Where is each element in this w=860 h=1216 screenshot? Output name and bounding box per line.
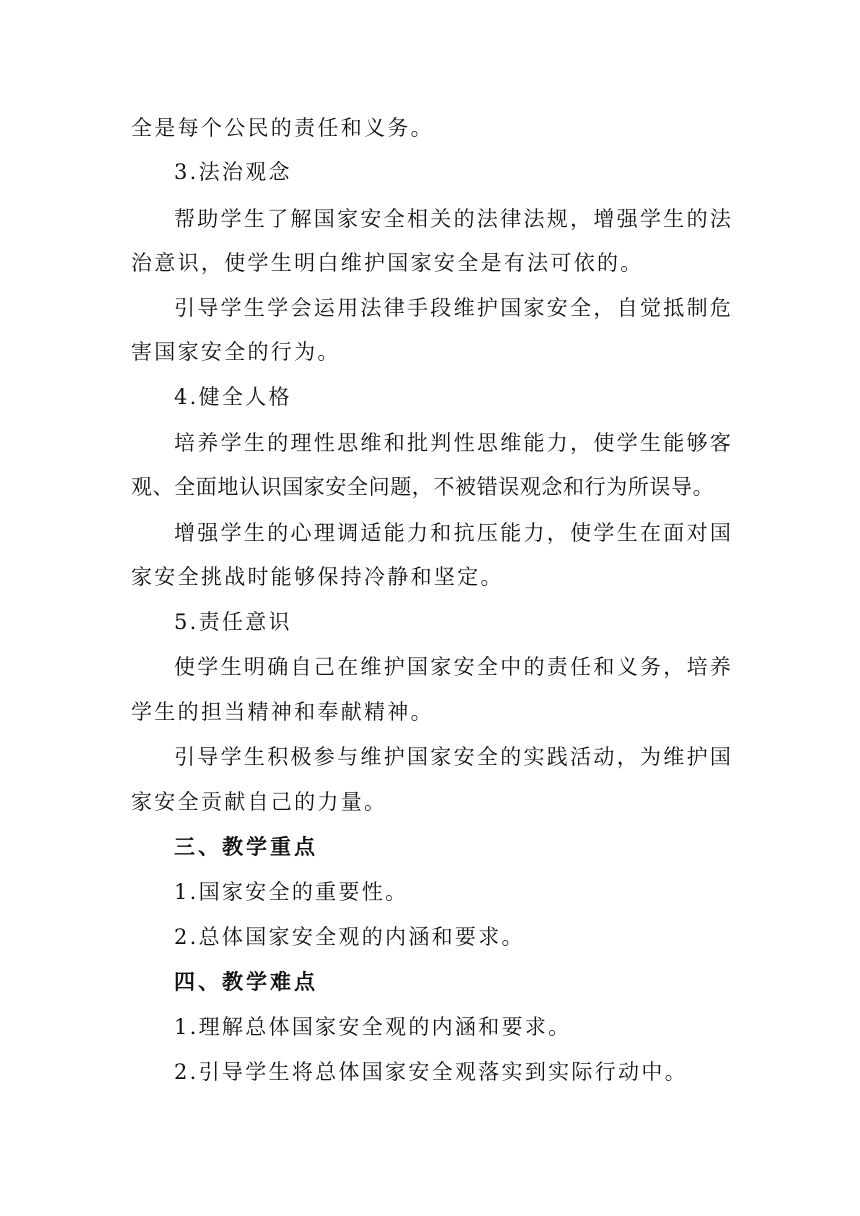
- section-subheading: 4.健全人格: [174, 385, 292, 409]
- paragraph-line: 引导学生积极参与维护国家安全的实践活动，为维护国: [174, 745, 734, 769]
- list-item: 2.总体国家安全观的内涵和要求。: [174, 925, 525, 949]
- paragraph-line: 帮助学生了解国家安全相关的法律法规，增强学生的法: [174, 207, 734, 231]
- paragraph-line: 治意识，使学生明白维护国家安全是有法可依的。: [131, 251, 644, 275]
- list-item: 2.引导学生将总体国家安全观落实到实际行动中。: [174, 1060, 688, 1084]
- paragraph-line: 增强学生的心理调适能力和抗压能力，使学生在面对国: [174, 521, 734, 545]
- paragraph-line: 家安全挑战时能够保持冷静和坚定。: [131, 565, 504, 589]
- paragraph-line: 害国家安全的行为。: [131, 340, 341, 364]
- section-heading-teaching-difficulties: 四、教学难点: [174, 970, 318, 994]
- list-item: 1.国家安全的重要性。: [174, 880, 409, 904]
- paragraph-line: 家安全贡献自己的力量。: [131, 790, 388, 814]
- paragraph-line: 学生的担当精神和奉献精神。: [131, 700, 434, 724]
- section-heading-teaching-focus: 三、教学重点: [174, 835, 318, 859]
- paragraph-line: 使学生明确自己在维护国家安全中的责任和义务，培养: [174, 655, 734, 679]
- section-subheading: 5.责任意识: [174, 610, 292, 634]
- paragraph-line: 培养学生的理性思维和批判性思维能力，使学生能够客: [174, 431, 734, 455]
- section-subheading: 3.法治观念: [174, 160, 292, 184]
- paragraph-line: 观、全面地认识国家安全问题，不被错误观念和行为所误导。: [131, 475, 715, 499]
- paragraph-line: 引导学生学会运用法律手段维护国家安全，自觉抵制危: [174, 296, 734, 320]
- paragraph-line: 全是每个公民的责任和义务。: [131, 116, 434, 140]
- list-item: 1.理解总体国家安全观的内涵和要求。: [174, 1015, 572, 1039]
